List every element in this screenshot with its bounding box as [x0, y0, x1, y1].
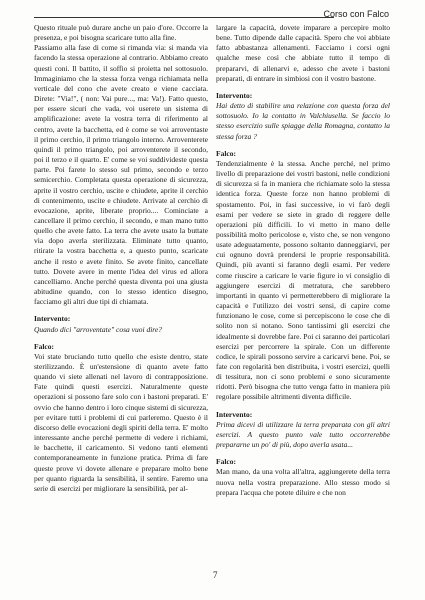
header-rule: [34, 17, 334, 18]
paragraph: Tendenzialmente è la stessa. Anche perché, nel primo livello di preparazione dei vostri bastoni, nelle condizioni di sicurezza si fa in maniera che richiamate solo la stessa identica forza. Queste forze non hanno problemi di spostamento. Poi, in fasi successive, io vi farò degli esami per vedere se siete in grado di reggere delle operazioni più difficili. Io vi metto in mano delle possibilità molto pericolose e, visto che, se non vengono usate adeguatamente, possono soltanto danneggiarvi, per cui ognuno dovrà prendersi le proprie responsabilità. Quindi, più avanti si faranno degli esami. Per vedere come riuscire a caricare le varie figure io vi consiglio di aggiungere esercizi di metratura, che sarebbero importanti in quanto vi permetterebbero di migliorare la capacità e l'utilizzo dei vostri sensi, di capire come funzionano le cose, come si percepiscono le cose che di solito non si notano. Sono tantissimi gli esercizi che idealmente si dovrebbe fare. Poi ci saranno dei particolari esercizi per percorrere la spirale. Con un differente codice, le spirali possono servire a caricarvi bene. Poi, se fate con regolarità ben distribuita, i vostri esercizi, quelli di tessitura, non ci sono problemi e sono sicuramente ridotti. Però bisogna che tutto venga fatto in maniera più regolare possibile altrimenti diventa difficile.: [216, 158, 390, 402]
paragraph: Passiamo alla fase di come si rimanda via: si manda via facendo la stessa operazione al contrario. Abbiamo creato questi coni. Il battito, il soffio si proietta nel sottosuolo. Immaginiamo che la stessa forza venga richiamata nella verticale del cono che avete creato e viene cacciata. Direte: "Via!", ( non: Vai pure..., ma: Va!). Fatto questo, per essere sicuri che vada, voi userete un sistema di amplificazione: avete la vostra terra di riferimento al centro, avete la bacchetta, ed è come se voi arroventaste il primo cerchio, il primo triangolo interno. Arroventerete quindi il primo triangolo, poi arroventerete il secondo, poi il terzo e il quarto. E' come se voi suddivideste questa parte. Poi farete lo stesso sul primo, secondo e terzo semicerchio. Completata questa operazione di sicurezza, aprite il vostro cerchio, uscite e chiudete, aprite il cerchio di contenimento, uscite e chiudete. Arrivate al cerchio di evocazione, aprite, liberate proprio.... Cominciate a cancellare il primo cerchio, il secondo, e man mano tutto quello che avete fatto. La terra che avete usato la buttate via dopo averla sterilizzata. Eliminate tutto quanto, ritirate la vostra bacchetta e, a questo punto, scaricate anche il resto e avete finito. Se avete finito, cancellate tutto. Dovete avere in mente l'idea del virus ed allora cancelliamo. Anche perché questa diventa poi una giusta abitudine quando, con lo stesso identico disegno, facciamo gli altri due tipi di chiamata.: [34, 43, 208, 307]
question-text: Prima dicevi di utilizzare la terra preparata con gli altri esercizi. A questo punto vale tutto occorrerebbe prepararne un po' di più, dopo averla usata...: [216, 419, 390, 450]
speaker-label-intervento: Intervento:: [34, 314, 71, 324]
speaker-label-intervento: Intervento:: [216, 90, 253, 100]
left-column: [34, 23, 208, 494]
paragraph: largare la capacità, dovete imparare a percepire molto bene. Tutto dipende dalle capacità. Spero che voi abbiate fatto abbastanza allenamenti. Facciamo i corsi ogni qualche mese così che abbiate tutto il tempo di prepararvi, di allenarvi e, adesso che avete i bastoni preparati, di entrare in simbiosi con il vostro bastone.: [216, 23, 390, 83]
paragraph: Questo rituale può durare anche un paio d'ore. Occorre la presenza, e poi bisogna scaricare tutto alla fine.: [34, 23, 208, 43]
right-column: [216, 23, 390, 498]
page-number: 7: [213, 570, 218, 580]
question-text: Quando dici "arroventate" cosa vuoi dire?: [34, 324, 163, 334]
speaker-label-intervento: Intervento:: [216, 409, 253, 419]
question-text: Hai detto di stabilire una relazione con questa forza del sottosuolo. Io la contatto in Valchiusella. Se faccio lo stesso esercizio sulle spiagge della Romagna, contatto la stessa forza ?: [216, 101, 390, 141]
paragraph: Voi state bruciando tutto quello che esiste dentro, state sterilizzando. È un'estensione di quanto avete fatto quando vi siete allenati nel lavoro di contrapposizione. Fate quindi questi esercizi. Naturalmente queste operazioni si possono fare solo con i bastoni preparati. E' ovvio che hanno dentro i loro cinque sistemi di sicurezza, per evitare tutti i problemi di cui parleremo. Questo è il discorso delle evocazioni degli spiriti della terra. E' molto interessante anche perché permette di vedere i richiami, le bacchette, il caricamento. Si vedono tanti elementi contemporaneamente in funzione pratica. Prima di fare queste prove vi dovete allenare e preparare molto bene per quanto riguarda la sensibilità, il sentire. Faremo una serie di esercizi per migliorare la sensibilità, per al-: [34, 351, 208, 493]
speaker-label-falco: Falco:: [34, 341, 54, 351]
speaker-label-falco: Falco:: [216, 457, 236, 467]
running-header: Corso con Falco: [323, 9, 389, 19]
speaker-label-falco: Falco:: [216, 148, 236, 158]
paragraph: Man mano, da una volta all'altra, aggiungerete della terra nuova nella vostra preparazione. Allo stesso modo si prepara l'acqua che potete diluire e che non: [216, 467, 390, 497]
